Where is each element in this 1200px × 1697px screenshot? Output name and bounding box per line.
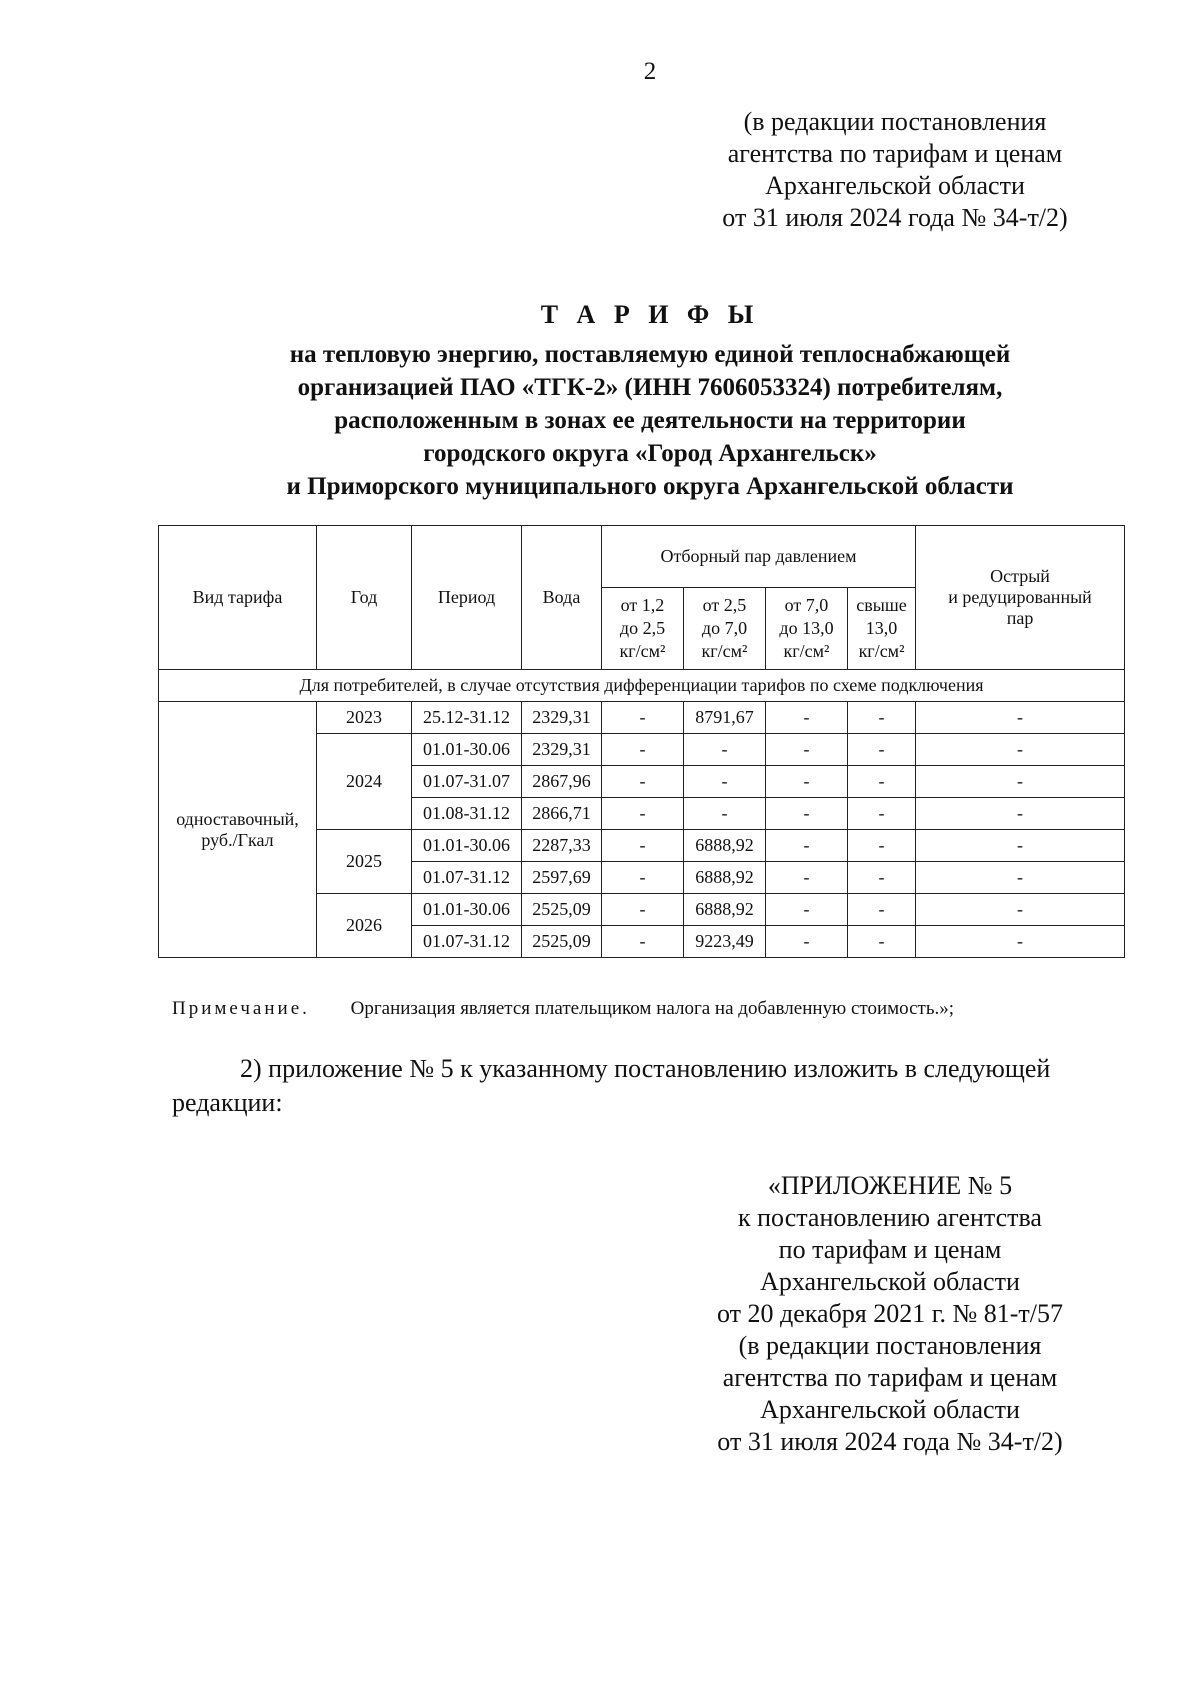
tariff-type-line: одноставочный,: [176, 808, 299, 829]
sharp-steam-cell: -: [916, 862, 1125, 894]
steam-cell: -: [684, 734, 766, 766]
appendix-line: Архангельской области: [760, 1267, 1020, 1296]
edition-note-line: Архангельской области: [765, 171, 1025, 200]
steam-cell: -: [602, 926, 684, 958]
header-steam-group: Отборный пар давлением: [602, 526, 916, 588]
water-cell: 2525,09: [522, 894, 602, 926]
header-steam-line: свыше: [856, 595, 907, 615]
header-water: Вода: [522, 526, 602, 670]
steam-cell: -: [848, 734, 916, 766]
tariff-type-cell: [159, 702, 317, 958]
steam-cell: -: [766, 830, 848, 862]
header-steam-line: от 1,2: [620, 595, 665, 615]
header-steam-line: от 7,0: [784, 595, 829, 615]
header-steam-line: до 7,0: [701, 618, 748, 638]
sharp-steam-cell: -: [916, 766, 1125, 798]
period-cell: 01.01-30.06: [412, 734, 522, 766]
steam-cell: -: [766, 894, 848, 926]
steam-cell: -: [848, 702, 916, 734]
tariff-type-line: руб./Гкал: [201, 829, 274, 850]
header-steam-line: до 13,0: [779, 618, 834, 638]
period-cell: 01.01-30.06: [412, 894, 522, 926]
steam-cell: -: [602, 798, 684, 830]
header-steam-line: кг/см²: [619, 641, 666, 661]
steam-cell: -: [766, 702, 848, 734]
steam-cell: -: [766, 734, 848, 766]
steam-cell: -: [848, 894, 916, 926]
sharp-steam-cell: -: [916, 926, 1125, 958]
header-sharp-line: пар: [1006, 608, 1034, 628]
period-cell: 01.07-31.07: [412, 766, 522, 798]
steam-cell: -: [848, 766, 916, 798]
water-cell: 2287,33: [522, 830, 602, 862]
sharp-steam-cell: -: [916, 894, 1125, 926]
header-sharp-steam: [916, 526, 1125, 670]
period-cell: 25.12-31.12: [412, 702, 522, 734]
steam-cell: -: [602, 862, 684, 894]
edition-note-line: от 31 июля 2024 года № 34-т/2): [722, 203, 1068, 232]
period-cell: 01.07-31.12: [412, 926, 522, 958]
year-cell: 2023: [317, 702, 412, 734]
steam-cell: -: [848, 926, 916, 958]
tariff-table-container: [158, 525, 1124, 958]
steam-cell: -: [766, 766, 848, 798]
steam-cell: 9223,49: [684, 926, 766, 958]
period-cell: 01.01-30.06: [412, 830, 522, 862]
table-note: [172, 998, 954, 1020]
edition-note: [660, 106, 1130, 234]
subtitle-line: и Приморского муниципального округа Архангельской области: [286, 473, 1014, 500]
sharp-steam-cell: -: [916, 702, 1125, 734]
sharp-steam-cell: -: [916, 830, 1125, 862]
page-number: 2: [643, 58, 657, 85]
steam-cell: -: [766, 798, 848, 830]
section-row: Для потребителей, в случае отсутствия дифференциации тарифов по схеме подключения: [159, 670, 1125, 702]
subtitle-line: расположенным в зонах ее деятельности на территории: [334, 407, 966, 434]
water-cell: 2525,09: [522, 926, 602, 958]
header-steam-line: кг/см²: [701, 641, 748, 661]
header-period: Период: [412, 526, 522, 670]
table-row: [159, 702, 1125, 734]
header-steam-line: кг/см²: [783, 641, 830, 661]
paragraph-2-line: 2) приложение № 5 к указанному постановлению изложить в следующей: [240, 1054, 1051, 1083]
document-subtitle: [190, 338, 1110, 503]
steam-cell: 8791,67: [684, 702, 766, 734]
steam-cell: -: [602, 766, 684, 798]
steam-cell: -: [848, 798, 916, 830]
water-cell: 2329,31: [522, 702, 602, 734]
steam-cell: -: [766, 926, 848, 958]
water-cell: 2867,96: [522, 766, 602, 798]
steam-cell: -: [602, 702, 684, 734]
period-cell: 01.07-31.12: [412, 862, 522, 894]
steam-cell: 6888,92: [684, 862, 766, 894]
water-cell: 2866,71: [522, 798, 602, 830]
header-sharp-line: Острый: [990, 566, 1050, 586]
sharp-steam-cell: -: [916, 798, 1125, 830]
header-steam-line: от 2,5: [702, 595, 747, 615]
document-title: Т А Р И Ф Ы: [540, 300, 760, 329]
sharp-steam-cell: -: [916, 734, 1125, 766]
appendix-block: [650, 1170, 1130, 1458]
period-cell: 01.08-31.12: [412, 798, 522, 830]
appendix-line: Архангельской области: [760, 1395, 1020, 1424]
header-steam-col: [766, 588, 848, 670]
paragraph-2-line: редакции:: [172, 1088, 283, 1117]
steam-cell: -: [684, 798, 766, 830]
subtitle-line: организацией ПАО «ТГК-2» (ИНН 7606053324) потребителям,: [297, 374, 1003, 401]
water-cell: 2329,31: [522, 734, 602, 766]
appendix-line: к постановлению агентства: [738, 1203, 1042, 1232]
header-steam-line: 13,0: [865, 618, 898, 638]
steam-cell: -: [848, 862, 916, 894]
appendix-line: (в редакции постановления: [738, 1331, 1042, 1360]
appendix-line: по тарифам и ценам: [778, 1235, 1002, 1264]
water-cell: 2597,69: [522, 862, 602, 894]
steam-cell: -: [602, 734, 684, 766]
steam-cell: 6888,92: [684, 894, 766, 926]
appendix-line: от 31 июля 2024 года № 34-т/2): [717, 1427, 1063, 1456]
appendix-line: от 20 декабря 2021 г. № 81-т/57: [716, 1299, 1064, 1328]
edition-note-line: (в редакции постановления: [743, 107, 1047, 136]
note-label: Примечание.: [172, 998, 310, 1019]
header-tariff-type: Вид тарифа: [159, 526, 317, 670]
subtitle-line: городского округа «Город Архангельск»: [423, 440, 877, 467]
year-cell: 2024: [317, 734, 412, 830]
steam-cell: -: [848, 830, 916, 862]
appendix-line: «ПРИЛОЖЕНИЕ № 5: [767, 1171, 1013, 1200]
header-year: Год: [317, 526, 412, 670]
year-cell: 2026: [317, 894, 412, 958]
year-cell: 2025: [317, 830, 412, 894]
header-steam-col: [848, 588, 916, 670]
tariff-table: [158, 525, 1125, 958]
steam-cell: -: [602, 830, 684, 862]
subtitle-line: на тепловую энергию, поставляемую единой теплоснабжающей: [289, 341, 1011, 368]
header-steam-line: до 2,5: [619, 618, 666, 638]
header-steam-col: [602, 588, 684, 670]
steam-cell: -: [602, 894, 684, 926]
header-steam-col: [684, 588, 766, 670]
steam-cell: -: [766, 862, 848, 894]
appendix-line: агентства по тарифам и ценам: [722, 1363, 1058, 1392]
note-text: Организация является плательщиком налога на добавленную стоимость.»;: [350, 998, 955, 1019]
steam-cell: -: [684, 766, 766, 798]
header-sharp-line: и редуцированный: [948, 587, 1092, 607]
edition-note-line: агентства по тарифам и ценам: [727, 139, 1063, 168]
header-steam-line: кг/см²: [858, 641, 905, 661]
paragraph-2: [172, 1052, 1122, 1120]
steam-cell: 6888,92: [684, 830, 766, 862]
